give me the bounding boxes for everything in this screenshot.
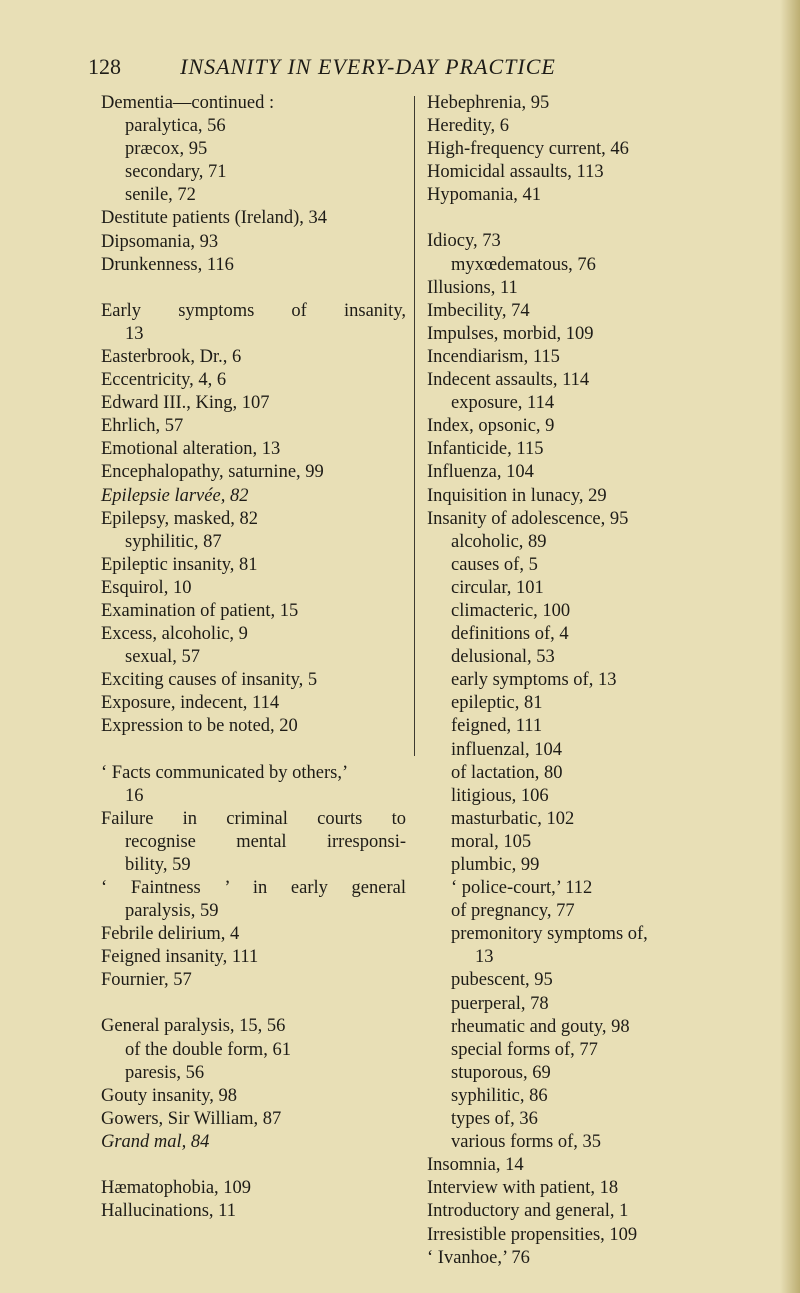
index-entry: ‘ Faintness ’ in early general <box>101 878 406 898</box>
index-entry: Irresistible propensities, 109 <box>427 1224 638 1245</box>
index-subentry: circular, 101 <box>451 577 544 598</box>
index-subentry: epileptic, 81 <box>451 693 543 714</box>
index-subentry: paresis, 56 <box>125 1062 205 1083</box>
index-entry: General paralysis, 15, 56 <box>101 1016 286 1037</box>
index-entry: Hypomania, 41 <box>427 185 542 206</box>
page-number: 128 <box>88 54 121 79</box>
index-entry: Eccentricity, 4, 6 <box>101 370 227 391</box>
index-subentry: plumbic, 99 <box>451 855 540 875</box>
index-entry: Interview with patient, 18 <box>427 1178 619 1199</box>
index-entry: Emotional alteration, 13 <box>101 439 281 460</box>
index-entry: Gowers, Sir William, 87 <box>101 1108 282 1129</box>
index-entry: Destitute patients (Ireland), 34 <box>101 208 328 229</box>
index-subentry: special forms of, 77 <box>451 1039 598 1060</box>
index-subentry: types of, 36 <box>451 1109 538 1130</box>
running-title: INSANITY IN EVERY-DAY PRACTICE <box>180 54 556 79</box>
index-entry: Hallucinations, 11 <box>101 1201 236 1222</box>
index-entry: Esquirol, 10 <box>101 577 192 598</box>
index-subentry: of pregnancy, 77 <box>451 901 575 922</box>
index-subentry: 16 <box>125 785 144 806</box>
index-subentry: causes of, 5 <box>451 554 538 575</box>
index-entry: Homicidal assaults, 113 <box>427 162 604 183</box>
index-entry: Feigned insanity, 111 <box>101 947 259 968</box>
index-entry: Grand mal, 84 <box>101 1131 210 1152</box>
index-entry: Early symptoms of insanity, <box>101 300 406 321</box>
index-entry: Excess, alcoholic, 9 <box>101 624 248 645</box>
index-subentry: delusional, 53 <box>451 647 555 668</box>
index-entry: Influenza, 104 <box>427 462 534 483</box>
index-subentry: paralysis, 59 <box>125 901 219 922</box>
index-subentry: exposure, 114 <box>451 393 555 414</box>
index-entry: Epilepsie larvée, 82 <box>101 485 249 506</box>
index-subentry: paralytica, 56 <box>125 116 226 137</box>
index-entry: Epileptic insanity, 81 <box>101 554 258 575</box>
index-entry: Dipsomania, 93 <box>101 231 219 252</box>
index-column-right <box>427 92 717 1270</box>
index-entry: Drunkenness, 116 <box>101 254 234 275</box>
column-divider <box>414 96 415 756</box>
page-edge-shadow <box>780 0 800 1293</box>
index-subentry: syphilitic, 86 <box>451 1085 548 1106</box>
index-entry: Failure in criminal courts to <box>101 808 406 829</box>
index-entry: Insanity of adolescence, 95 <box>427 508 629 529</box>
index-subentry: præcox, 95 <box>125 139 208 160</box>
index-subentry: stuporous, 69 <box>451 1062 551 1083</box>
index-subentry: sexual, 57 <box>125 647 201 668</box>
index-entry: Insomnia, 14 <box>427 1155 524 1176</box>
index-entry: Introductory and general, 1 <box>427 1201 629 1222</box>
index-entry: ‘ Ivanhoe,’ 76 <box>427 1247 530 1268</box>
index-subentry: recognise mental irresponsi- <box>125 831 406 852</box>
index-entry: Examination of patient, 15 <box>101 600 299 621</box>
index-subentry: masturbatic, 102 <box>451 808 575 829</box>
index-subentry: influenzal, 104 <box>451 739 562 760</box>
index-entry: Hebephrenia, 95 <box>427 93 550 113</box>
index-entry: Exposure, indecent, 114 <box>101 693 280 714</box>
index-entry: Heredity, 6 <box>427 116 510 137</box>
index-subentry: rheumatic and gouty, 98 <box>451 1016 630 1037</box>
index-entry: Edward III., King, 107 <box>101 393 270 414</box>
index-entry: ‘ Facts communicated by others,’ <box>101 762 349 783</box>
index-subentry: early symptoms of, 13 <box>451 670 617 691</box>
index-entry: Index, opsonic, 9 <box>427 416 555 437</box>
index-subentry: climacteric, 100 <box>451 600 571 621</box>
index-entry: Inquisition in lunacy, 29 <box>427 485 607 506</box>
index-subentry: litigious, 106 <box>451 785 549 806</box>
index-entry: Easterbrook, Dr., 6 <box>101 346 242 367</box>
index-subentry: premonitory symptoms of, <box>451 924 648 945</box>
index-entry: Dementia—continued : <box>101 93 275 113</box>
index-subentry: 13 <box>125 323 144 344</box>
index-subentry: pubescent, 95 <box>451 970 553 991</box>
index-subentry: myxœdematous, 76 <box>451 254 596 275</box>
running-head <box>88 52 648 82</box>
index-subentry: various forms of, 35 <box>451 1132 602 1153</box>
index-entry: Gouty insanity, 98 <box>101 1085 238 1106</box>
index-entry: Epilepsy, masked, 82 <box>101 508 259 529</box>
index-entry: Infanticide, 115 <box>427 439 544 460</box>
index-entry: Hæmatophobia, 109 <box>101 1178 252 1199</box>
index-entry: Expression to be noted, 20 <box>101 716 298 737</box>
index-subentry: ‘ police-court,’ 112 <box>451 878 593 899</box>
index-entry: Idiocy, 73 <box>427 231 501 252</box>
index-entry: Fournier, 57 <box>101 970 192 991</box>
index-column-left <box>101 92 406 1223</box>
index-subentry: feigned, 111 <box>451 716 543 737</box>
index-entry: Impulses, morbid, 109 <box>427 323 594 344</box>
index-subentry: bility, 59 <box>125 854 191 875</box>
index-entry: Incendiarism, 115 <box>427 346 560 367</box>
index-entry: Encephalopathy, saturnine, 99 <box>101 462 324 483</box>
index-entry: High-frequency current, 46 <box>427 139 629 160</box>
index-subentry: senile, 72 <box>125 185 196 206</box>
index-entry: Exciting causes of insanity, 5 <box>101 670 318 691</box>
index-subentry: of lactation, 80 <box>451 762 563 783</box>
index-subentry: secondary, 71 <box>125 162 227 183</box>
index-subentry: puerperal, 78 <box>451 993 549 1014</box>
index-subentry: alcoholic, 89 <box>451 531 547 552</box>
index-entry: Febrile delirium, 4 <box>101 924 240 945</box>
index-subentry: of the double form, 61 <box>125 1039 291 1060</box>
index-entry: Ehrlich, 57 <box>101 416 184 437</box>
index-entry: Imbecility, 74 <box>427 300 530 321</box>
index-subentry: syphilitic, 87 <box>125 531 222 552</box>
index-entry: Illusions, 11 <box>427 277 518 298</box>
index-subentry: 13 <box>475 947 494 968</box>
index-subentry: moral, 105 <box>451 831 532 852</box>
index-subentry: definitions of, 4 <box>451 624 569 645</box>
index-entry: Indecent assaults, 114 <box>427 370 590 391</box>
